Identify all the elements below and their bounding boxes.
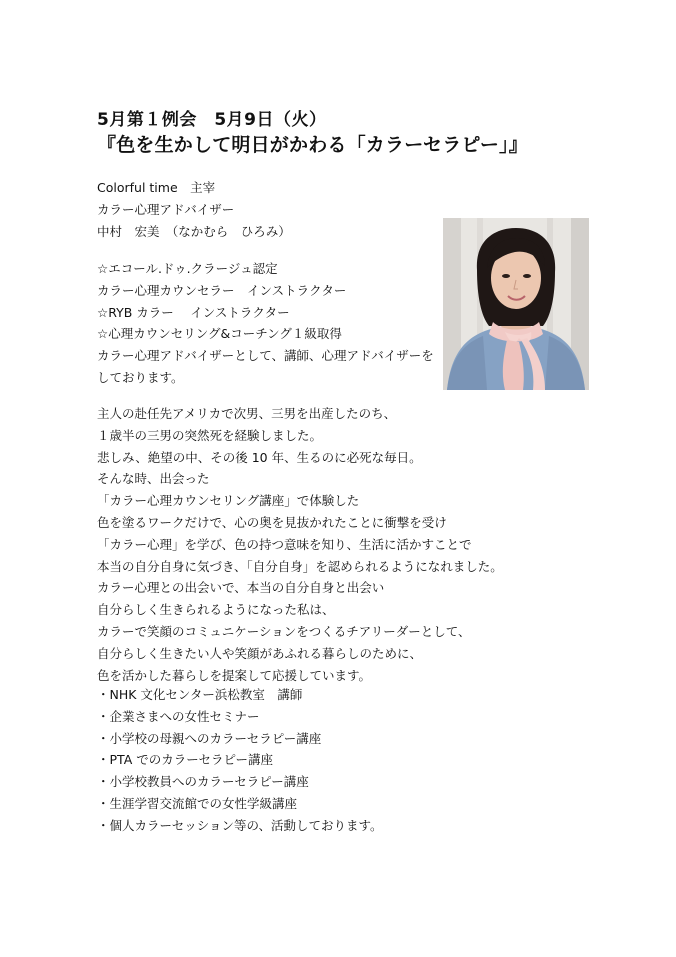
activity-item: ・生涯学習交流館での女性学級講座 bbox=[97, 795, 298, 811]
organizer-line: Colorful time 主宰 bbox=[97, 180, 216, 195]
story-line: 「カラー心理」を学び、色の持つ意味を知り、生活に活かすことで bbox=[97, 536, 472, 552]
story-line: 色を塗るワークだけで、心の奥を見抜かれたことに衝撃を受け bbox=[97, 514, 447, 530]
credential-line: カラー心理アドバイザーとして、講師、心理アドバイザーを bbox=[97, 348, 434, 364]
activity-item: ・PTA でのカラーセラピー講座 bbox=[97, 752, 273, 768]
credential-line: ☆心理カウンセリング&コーチング１級取得 bbox=[97, 326, 342, 342]
story-line: 自分らしく生きたい人や笑顔があふれる暮らしのために、 bbox=[97, 645, 423, 661]
speaker-photo bbox=[443, 218, 589, 390]
event-date: 5月第１例会 5月9日（火） bbox=[97, 110, 327, 130]
story-line: 主人の赴任先アメリカで次男、三男を出産したのち、 bbox=[97, 406, 397, 421]
story-line: 本当の自分自身に気づき、「自分自身」を認められるようになれました。 bbox=[97, 558, 503, 574]
story-line: 悲しみ、絶望の中、その後 10 年、生るのに必死な毎日。 bbox=[97, 449, 422, 465]
activity-item: ・個人カラーセッション等の、活動しております。 bbox=[97, 817, 383, 833]
credentials-list bbox=[97, 258, 434, 389]
organizer-line: 中村 宏美 （なかむら ひろみ） bbox=[97, 223, 291, 239]
story-line: 自分らしく生きられるようになった私は、 bbox=[97, 602, 335, 618]
story-line: そんな時、出会った bbox=[97, 471, 210, 487]
event-title: 『色を生かして明日がかわる「カラーセラピー」』 bbox=[97, 134, 528, 156]
credential-line: しております。 bbox=[97, 369, 184, 385]
credential-line: カラー心理カウンセラー インストラクター bbox=[97, 282, 347, 298]
activity-item: ・小学校教員へのカラーセラピー講座 bbox=[97, 774, 309, 790]
speaker-portrait-image bbox=[443, 218, 589, 390]
activity-item: ・小学校の母親へのカラーセラピー講座 bbox=[97, 730, 322, 746]
credential-line: ☆RYB カラー インストラクター bbox=[97, 304, 290, 320]
story-line: カラー心理との出会いで、本当の自分自身と出会い bbox=[97, 580, 385, 596]
activity-item: ・企業さまへの女性セミナー bbox=[97, 708, 260, 724]
story-line: 「カラー心理カウンセリング講座」で体験した bbox=[97, 493, 360, 509]
credential-line: ☆エコール.ドゥ.クラージュ認定 bbox=[97, 261, 278, 276]
story-line: １歳半の三男の突然死を経験しました。 bbox=[97, 427, 323, 443]
organizer-info bbox=[97, 177, 291, 242]
personal-story bbox=[97, 403, 503, 686]
organizer-line: カラー心理アドバイザー bbox=[97, 201, 235, 217]
activity-item: ・NHK 文化センター浜松教室 講師 bbox=[97, 687, 303, 702]
event-heading bbox=[97, 108, 528, 158]
story-line: 色を活かした暮らしを提案して応援しています。 bbox=[97, 667, 372, 683]
activities-list bbox=[97, 684, 383, 837]
story-line: カラーで笑顔のコミュニケーションをつくるチアリーダーとして、 bbox=[97, 623, 471, 639]
